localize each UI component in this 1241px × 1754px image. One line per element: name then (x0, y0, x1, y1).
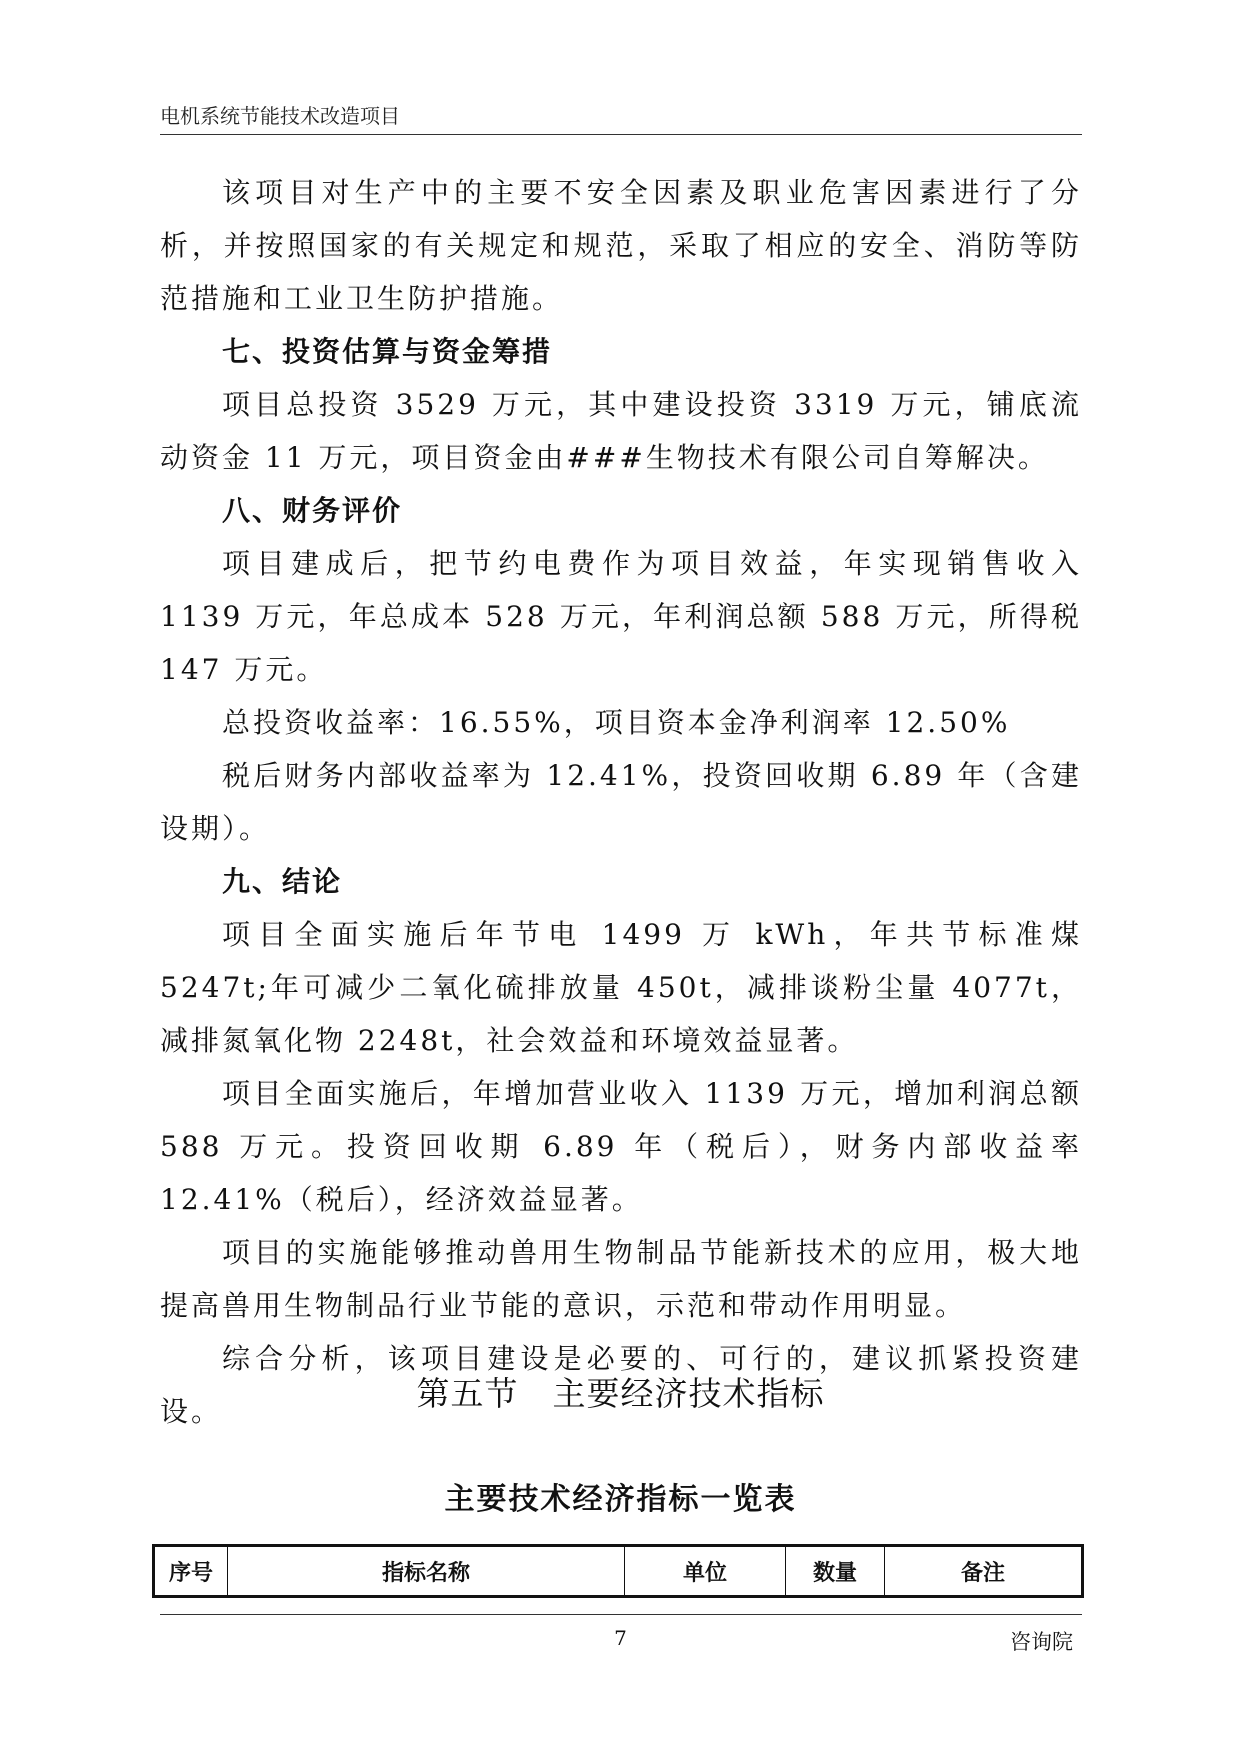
paragraph-safety: 该项目对生产中的主要不安全因素及职业危害因素进行了分析，并按照国家的有关规定和规范，采取了相应的安全、消防等防范措施和工业卫生防护措施。 (160, 176, 1082, 315)
heading-investment: 七、投资估算与资金筹措 (222, 335, 553, 368)
paragraph-summary: 综合分析，该项目建设是必要的、可行的，建议抓紧投资建设。 (160, 1342, 1082, 1428)
table-header-row (154, 1546, 1083, 1597)
indicators-table (152, 1544, 1084, 1598)
footer-divider (160, 1614, 1082, 1615)
heading-conclusion: 九、结论 (222, 865, 343, 898)
footer-organization: 咨询院 (1010, 1630, 1073, 1654)
paragraph-energy-savings: 项目全面实施后年节电 1499 万 kWh，年共节标准煤 5247t;年可减少二氧化硫排放量 450t，减排谈粉尘量 4077t，减排氮氧化物 2248t，社会效益和环境效益显著。 (160, 918, 1082, 1057)
section-title: 第五节 主要经济技术指标 (416, 1374, 825, 1413)
paragraph-demonstration: 项目的实施能够推动兽用生物制品节能新技术的应用，极大地提高兽用生物制品行业节能的意识，示范和带动作用明显。 (160, 1236, 1082, 1322)
paragraph-irr: 税后财务内部收益率为 12.41%，投资回收期 6.89 年（含建设期）。 (160, 759, 1082, 845)
paragraph-return-rate: 总投资收益率：16.55%，项目资本金净利润率 12.50% (222, 706, 1011, 739)
paragraph-revenue: 项目建成后，把节约电费作为项目效益，年实现销售收入 1139 万元，年总成本 528 万元，年利润总额 588 万元，所得税 147 万元。 (160, 547, 1082, 686)
paragraph-investment: 项目总投资 3529 万元，其中建设投资 3319 万元，铺底流动资金 11 万元，项目资金由###生物技术有限公司自筹解决。 (160, 388, 1082, 474)
running-header: 电机系统节能技术改造项目 (160, 104, 400, 128)
paragraph-economic-benefit: 项目全面实施后，年增加营业收入 1139 万元，增加利润总额 588 万元。投资回收期 6.89 年（税后），财务内部收益率 12.41%（税后），经济效益显著。 (160, 1077, 1082, 1216)
column-header-indicator-name: 指标名称 (228, 1546, 625, 1597)
column-header-remarks: 备注 (885, 1546, 1083, 1597)
column-header-quantity: 数量 (786, 1546, 885, 1597)
column-header-unit: 单位 (625, 1546, 786, 1597)
column-header-index: 序号 (154, 1546, 228, 1597)
heading-financial: 八、财务评价 (222, 494, 403, 527)
header-divider (160, 134, 1082, 135)
document-body (160, 166, 1082, 1438)
page-number: 7 (614, 1626, 627, 1650)
table-title: 主要技术经济指标一览表 (444, 1482, 797, 1517)
